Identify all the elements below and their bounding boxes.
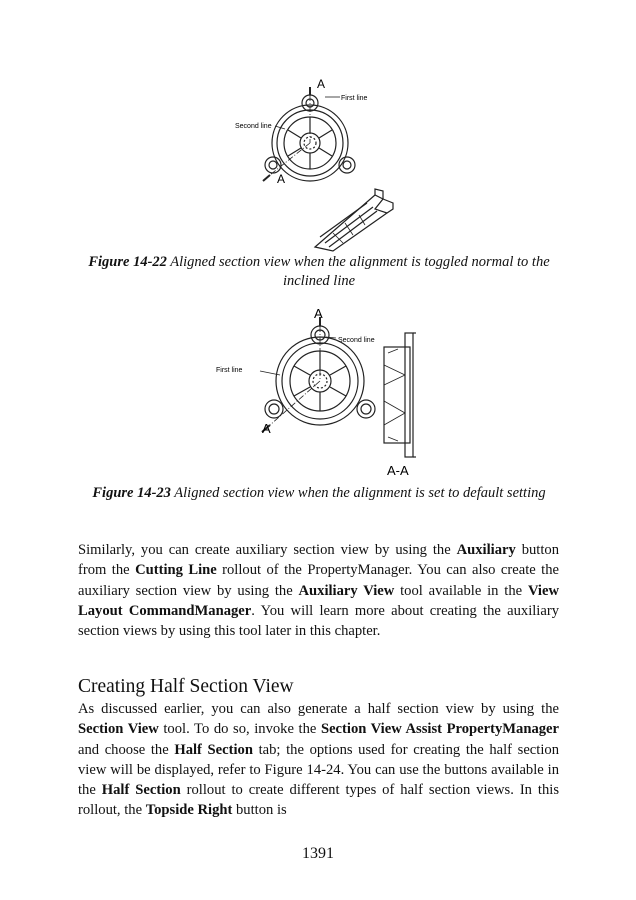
figure-14-23-label-first-line: First line bbox=[216, 367, 243, 374]
figure-14-23-label-second-line: Second line bbox=[338, 337, 375, 344]
paragraph-auxiliary-section bbox=[78, 540, 559, 641]
p2-text-5: rollout to create different types of half section views. In this rollout, the bbox=[78, 782, 559, 819]
p2-text-4: tab; the options used for creating the half section view will be displayed, refer to Figure 14-24. You can use the buttons available in the bbox=[78, 741, 559, 799]
p2-text-3: and choose the bbox=[78, 741, 175, 758]
figure-14-23-caption-text: Aligned section view when the alignment is set to default setting bbox=[170, 485, 546, 501]
p1-text-4: tool available in the bbox=[394, 582, 528, 599]
figure-14-22-number: Figure 14-22 bbox=[88, 254, 167, 270]
p2-bold-half-section-tab: Half Section bbox=[174, 741, 253, 758]
p1-bold-view-layout: View Layout CommandManager bbox=[78, 582, 560, 619]
figure-14-22-caption bbox=[80, 253, 558, 291]
figure-14-23-section-name: A-A bbox=[387, 463, 409, 477]
figure-14-22-label-first-line: First line bbox=[341, 95, 368, 102]
p2-text-2: tool. To do so, invoke the bbox=[158, 721, 321, 738]
page-number: 1391 bbox=[302, 845, 334, 862]
p1-bold-cutting-line: Cutting Line bbox=[135, 562, 217, 579]
figure-14-23-caption bbox=[80, 484, 558, 503]
p1-text-2: button from the bbox=[78, 542, 559, 579]
figure-14-23-number: Figure 14-23 bbox=[92, 485, 171, 501]
p2-text-6: button is bbox=[232, 802, 287, 819]
section-heading: Creating Half Section View bbox=[78, 676, 294, 697]
figure-14-22-label-second-line: Second line bbox=[235, 123, 272, 130]
figure-14-22-caption-text: Aligned section view when the alignment is toggled normal to the inclined line bbox=[166, 254, 550, 289]
p1-bold-auxiliary-view: Auxiliary View bbox=[298, 582, 395, 599]
figure-14-23-drawing bbox=[212, 305, 422, 477]
p1-text-1: Similarly, you can create auxiliary section view by using the bbox=[78, 542, 457, 558]
p2-bold-section-view-assist: Section View Assist PropertyManager bbox=[320, 721, 559, 738]
p2-bold-half-section-rollout: Half Section bbox=[101, 782, 181, 799]
figure-14-23-label-a-top: A bbox=[314, 306, 323, 321]
figure-14-22-label-a-top: A bbox=[317, 77, 326, 91]
p1-bold-auxiliary: Auxiliary bbox=[456, 542, 516, 558]
p1-text-5: . You will learn more about creating the auxiliary section views by using this tool later in this chapter. bbox=[78, 602, 559, 640]
p2-text-1: As discussed earlier, you can also generate a half section view by using the bbox=[78, 701, 559, 717]
figure-14-22-label-a-bottom: A bbox=[277, 172, 286, 186]
p2-bold-topside-right: Topside Right bbox=[145, 802, 233, 819]
p2-bold-section-view: Section View bbox=[78, 721, 159, 738]
paragraph-half-section bbox=[78, 699, 559, 821]
figure-14-23-label-a-bottom: A bbox=[262, 421, 271, 436]
p1-text-3: rollout of the PropertyManager. You can also create the auxiliary section view by using the bbox=[78, 562, 559, 599]
figure-14-22-drawing bbox=[225, 75, 415, 253]
